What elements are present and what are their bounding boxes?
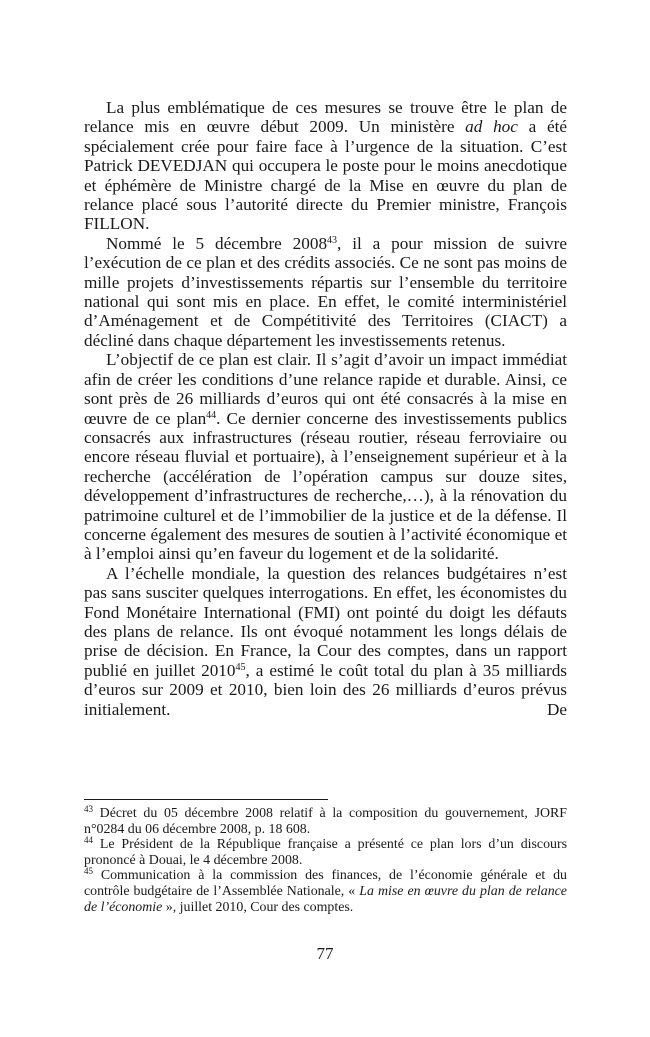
footnote-44-text: Le Président de la République française a présenté ce plan lors d’un discours prononcé à Douai, le 4 décembre 2008. (84, 837, 567, 868)
footnote-43 (84, 806, 567, 837)
paragraph-3-text-end: . Ce dernier concerne des investissements publics consacrés aux infrastructures (réseau routier, réseau ferroviaire ou encore réseau fluvial et portuaire), à l’enseignement supérieur et à la recherche (accélération de l’opération campus sur douze sites, développement d’infrastructures de recherche,…), à la rénovation du patrimoine culturel et de l’immobilier de la justice et de la défense. Il concerne également des mesures de soutien à l’activité économique et à l’emploi ainsi qu’en faveur du logement et de la solidarité. (84, 408, 567, 564)
footnote-number-43: 43 (84, 804, 93, 814)
paragraph-1-italic: ad hoc (465, 117, 518, 137)
footnote-45-text: Communication à la commission des finances, de l’économie générale et du contrôle budgétaire de l’Assemblée Nationale, « (84, 868, 567, 899)
paragraph-3 (84, 350, 567, 563)
footnote-45 (84, 868, 567, 915)
paragraph-2 (84, 234, 567, 350)
paragraph-3-text: L’objectif de ce plan est clair. Il s’agit d’avoir un impact immédiat afin de créer les conditions d’une relance rapide et durable. Ainsi, ce sont près de 26 milliards d’euros qui ont été consacrés à la mise en œuvre de ce plan (84, 350, 567, 428)
footnote-44 (84, 837, 567, 868)
paragraph-1-text-end: a été spécialement crée pour faire face à l’urgence de la situation. C’est Patrick DEVEDJAN qui occupera le poste pour le moins anecdotique et éphémère de Ministre chargé de la Mise en œuvre du plan de relance placé sous l’autorité directe du Premier ministre, François FILLON. (84, 117, 567, 234)
paragraph-2-text: Nommé le 5 décembre 2008 (106, 233, 328, 253)
footnote-43-text: Décret du 05 décembre 2008 relatif à la composition du gouvernement, JORF n°0284 du 06 décembre 2008, p. 18 608. (84, 806, 567, 837)
paragraph-4-text: A l’échelle mondiale, la question des relances budgétaires n’est pas sans susciter quelques interrogations. En effet, les économistes du Fond Monétaire International (FMI) ont pointé du doigt les défauts des plans de relance. Ils ont évoqué notamment les longs délais de prise de décision. En France, la Cour des comptes, dans un rapport publié en juillet 2010 (84, 563, 567, 680)
main-text (84, 98, 567, 719)
footnotes (84, 806, 567, 915)
footnote-number-44: 44 (84, 835, 93, 846)
paragraph-2-text-end: , il a pour mission de suivre l’exécution de ce plan et des crédits associés. Ce ne sont pas moins de mille projets d’investissements répartis sur l’ensemble du territoire national qui sont mis en place. En effet, le comité interministériel d’Aménagement et de Compétitivité des Territoires (CIACT) a décliné dans chaque département les investissements retenus. (84, 233, 567, 350)
paragraph-4-text-end: , a estimé le coût total du plan à 35 milliards d’euros sur 2009 et 2010, bien loin des 26 milliards d’euros prévus initialement. De (84, 660, 567, 719)
footnote-number-45: 45 (84, 866, 93, 877)
footnote-45-italic: La mise en œuvre du plan de relance de l’économie (84, 883, 567, 915)
footnote-ref-43[interactable]: 43 (327, 234, 338, 246)
footnote-ref-45[interactable]: 45 (235, 661, 246, 673)
page-number: 77 (316, 944, 334, 963)
footnote-45-text-end: », juillet 2010, Cour des comptes. (162, 899, 354, 915)
footnote-ref-44[interactable]: 44 (206, 409, 217, 421)
footnote-divider (84, 799, 328, 800)
paragraph-1 (84, 98, 567, 234)
paragraph-4 (84, 564, 567, 719)
paragraph-1-text: La plus emblématique de ces mesures se trouve être le plan de relance mis en œuvre début 2009. Un ministère (84, 98, 567, 137)
